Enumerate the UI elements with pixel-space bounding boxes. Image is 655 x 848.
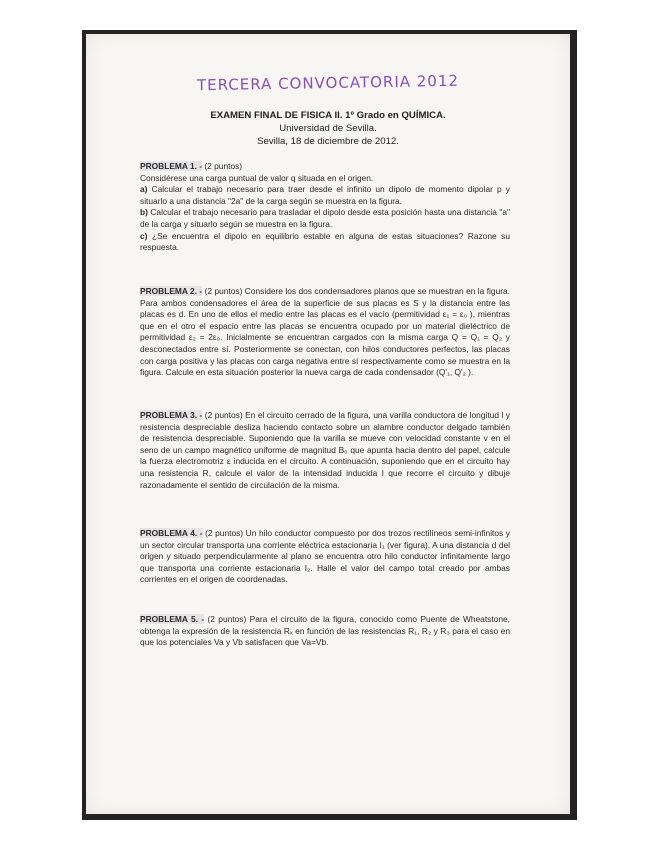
problem-4 — [140, 528, 510, 586]
problem-1-a-text: Calcular el trabajo necesario para traer desde el infinito un dipolo de momento dipolar p y situarlo a una distancia "2a" de la carga según se muestra en la figura. — [140, 184, 510, 206]
problem-1 — [140, 161, 510, 254]
handwritten-title: TERCERA CONVOCATORIA 2012 — [196, 71, 460, 95]
problem-4-heading: PROBLEMA 4. - — [140, 528, 203, 538]
problem-1-b-label: b) — [140, 207, 148, 218]
problem-1-intro: Considérese una carga puntual de valor q situada en el origen. — [140, 172, 374, 183]
university-name: Universidad de Sevilla. — [279, 123, 377, 134]
problem-2-heading: PROBLEMA 2. - — [140, 286, 203, 296]
problem-3-heading: PROBLEMA 3. - — [140, 410, 203, 420]
problem-3-text: (2 puntos) En el circuito cerrado de la figura, una varilla conductora de longitud l y resistencia despreciable desliza haciendo contacto sobre un alambre conductor delgado también de resistencia despreciable. Suponiendo que la varilla se mueve con velocidad constante v en el seno de un campo magnético uniforme de magnitud B₀ que apunta hacia dentro del papel, calcule la fuerza electromotriz ε inducida en el circuito. A continuación, suponiendo que en el circuito hay una resistencia R, calcule el valor de la intensidad inducida I que recorre el circuito y dibuje razonadamente el sentido de circulación de la misma. — [140, 410, 510, 490]
problem-1-heading: PROBLEMA 1. - — [140, 161, 203, 171]
problem-1-c-label: c) — [140, 230, 148, 241]
problem-2 — [140, 286, 510, 379]
problem-1-c-text: ¿Se encuentra el dipolo en equilibrio estable en alguna de estas situaciones? Razone su respuesta. — [140, 230, 510, 253]
problem-4-text: (2 puntos) Un hilo conductor compuesto por dos trozos rectilíneos semi-infinitos y un sector circular transporta una corriente eléctrica estacionaria I₁ (ver figura). A una distancia d del origen y situado perpendicularmente al plano se encuentra otro hilo conductor infinitamente largo que transporta una corriente estacionaria I₂. Halle el valor del campo total creado por ambas corrientes en el origen de coordenadas. — [140, 528, 510, 585]
problem-2-text: (2 puntos) Considere los dos condensadores planos que se muestran en la figura. Para ambos condensadores el área de la superficie de sus placas es S y la distancia entre las placas es d. En uno de ellos el medio entre las placas es el vacío (permitividad ε₁ = ε₀ ), mientras que en el otro el espacio entre las placas se encuentra ocupado por un material dieléctrico de permitividad ε₂ = 2ε₀. Inicialmente se encuentran cargados con la misma carga Q = Q₁ = Q₂ y desconectados entre sí. Posteriormente se conectan, con hilos conductores perfectos, las placas con carga positiva y las placas con carga negativa entre sí respectivamente como se muestra en la figura. Calcule en esta situación posterior la nueva carga de cada condensador (Q'₁, Q'₂ ). — [140, 286, 510, 378]
exam-title: EXAMEN FINAL DE FISICA II. 1º Grado en QUÍMICA. — [210, 110, 446, 121]
problem-5-heading: PROBLEMA 5. - — [140, 614, 205, 624]
problem-1-points: (2 puntos) — [202, 161, 243, 171]
exam-header — [86, 110, 570, 147]
exam-date: Sevilla, 18 de diciembre de 2012. — [257, 136, 399, 147]
problem-1-b-text: Calcular el trabajo necesario para trasladar el dipolo desde esta posición hasta una distancia "a" de la carga y situarlo según se muestra en la figura. — [140, 207, 510, 229]
problem-5 — [140, 614, 510, 649]
problem-1-a-label: a) — [140, 184, 148, 195]
problem-5-text: (2 puntos) Para el circuito de la figura, conocido como Puente de Wheatstone, obtenga la expresión de la resistencia Rₓ en función de las resistencias R₁, R₂ y R₃ para el caso en que los potenciales Va y Vb satisfacen que Va=Vb. — [140, 614, 510, 648]
exam-sheet — [86, 34, 570, 814]
problem-3 — [140, 410, 510, 491]
